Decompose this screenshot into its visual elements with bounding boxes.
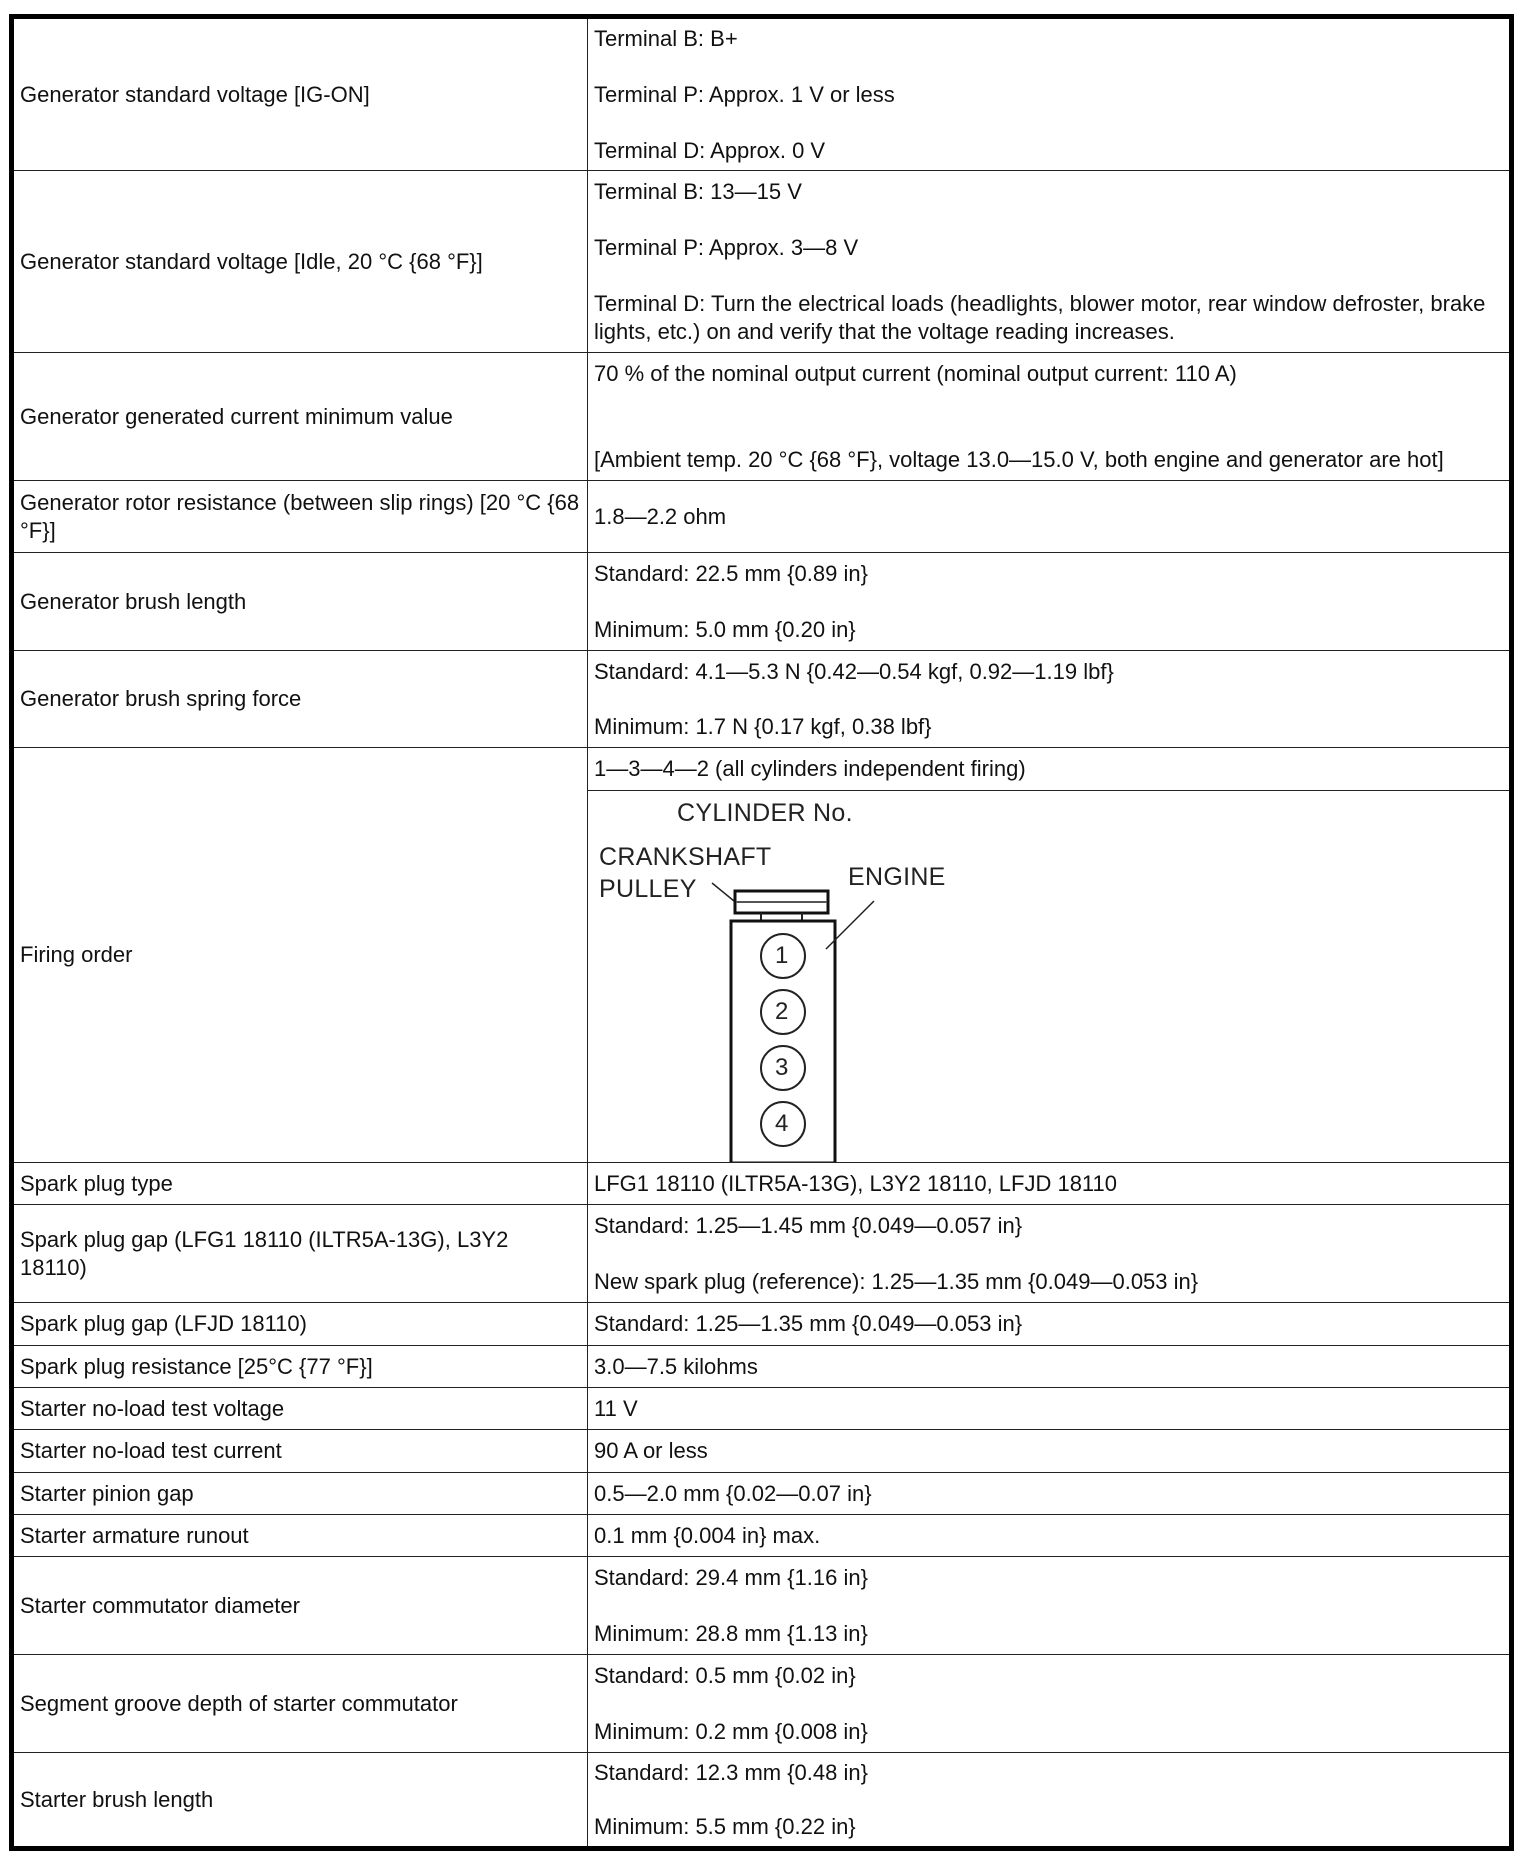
spec-value xyxy=(588,1557,1512,1655)
value-line: 70 % of the nominal output current (nominal output current: 110 A) xyxy=(594,360,1237,386)
spec-label: Starter brush length xyxy=(12,1753,588,1849)
value-line: Terminal D: Turn the electrical loads (headlights, blower motor, rear window defroster, brake lights, etc.) on and verify that the voltage reading increases. xyxy=(594,290,1486,344)
value-line: Standard: 12.3 mm {0.48 in} xyxy=(594,1759,868,1785)
spec-value xyxy=(588,353,1512,481)
crankshaft-label: CRANKSHAFT xyxy=(599,843,772,871)
value-line: Terminal D: Approx. 0 V xyxy=(594,137,826,163)
value-line: New spark plug (reference): 1.25—1.35 mm {0.049—0.053 in} xyxy=(594,1268,1199,1294)
spec-value: 1.8—2.2 ohm xyxy=(588,481,1512,553)
spec-value: 11 V xyxy=(588,1388,1512,1430)
value-line: Minimum: 1.7 N {0.17 kgf, 0.38 lbf} xyxy=(594,713,932,739)
spec-label: Generator rotor resistance (between slip rings) [20 °C {68 °F}] xyxy=(12,481,588,553)
value-line: Standard: 29.4 mm {1.16 in} xyxy=(594,1564,868,1590)
spec-value xyxy=(588,651,1512,748)
table-row xyxy=(12,1557,1512,1655)
table-row xyxy=(12,748,1512,791)
cylinder-no-label: CYLINDER No. xyxy=(677,799,853,827)
pulley-label: PULLEY xyxy=(599,875,697,903)
table-row xyxy=(12,1346,1512,1388)
table-row xyxy=(12,353,1512,481)
spec-label: Starter no-load test voltage xyxy=(12,1388,588,1430)
value-line: Minimum: 0.2 mm {0.008 in} xyxy=(594,1718,868,1744)
value-line: [Ambient temp. 20 °C {68 °F}, voltage 13.0—15.0 V, both engine and generator are hot] xyxy=(594,446,1444,472)
table-row xyxy=(12,553,1512,651)
spec-label: Starter commutator diameter xyxy=(12,1557,588,1655)
value-line: Terminal P: Approx. 3—8 V xyxy=(594,234,859,260)
cylinder-1-label: 1 xyxy=(775,942,789,969)
value-line: Minimum: 5.5 mm {0.22 in} xyxy=(594,1813,856,1839)
spec-value xyxy=(588,1205,1512,1303)
table-row xyxy=(12,1655,1512,1753)
table-row xyxy=(12,1515,1512,1557)
value-line: Terminal B: B+ xyxy=(594,25,738,51)
firing-order-diagram xyxy=(594,791,1094,1162)
value-line: Minimum: 5.0 mm {0.20 in} xyxy=(594,616,856,642)
spec-label: Generator standard voltage [Idle, 20 °C {68 °F}] xyxy=(12,171,588,353)
spec-value xyxy=(588,171,1512,353)
spec-label: Starter pinion gap xyxy=(12,1473,588,1515)
table-row xyxy=(12,651,1512,748)
table-row xyxy=(12,481,1512,553)
value-line: Minimum: 28.8 mm {1.13 in} xyxy=(594,1620,868,1646)
engine-block-icon xyxy=(594,791,1094,1162)
table-row xyxy=(12,1473,1512,1515)
spec-value: Standard: 1.25—1.35 mm {0.049—0.053 in} xyxy=(588,1303,1512,1346)
spec-value xyxy=(588,1655,1512,1753)
value-line: Standard: 1.25—1.45 mm {0.049—0.057 in} xyxy=(594,1212,1023,1238)
spec-value: 90 A or less xyxy=(588,1430,1512,1473)
value-line: Terminal B: 13—15 V xyxy=(594,178,802,204)
value-line: Standard: 22.5 mm {0.89 in} xyxy=(594,560,868,586)
value-line: Standard: 0.5 mm {0.02 in} xyxy=(594,1662,856,1688)
spec-label: Segment groove depth of starter commutator xyxy=(12,1655,588,1753)
cylinder-2-label: 2 xyxy=(775,998,789,1025)
spec-label: Starter armature runout xyxy=(12,1515,588,1557)
spec-value: LFG1 18110 (ILTR5A-13G), L3Y2 18110, LFJD 18110 xyxy=(588,1163,1512,1205)
table-row xyxy=(12,1388,1512,1430)
spec-value xyxy=(588,553,1512,651)
table-row xyxy=(12,1430,1512,1473)
spec-value: 0.5—2.0 mm {0.02—0.07 in} xyxy=(588,1473,1512,1515)
value-line: Standard: 4.1—5.3 N {0.42—0.54 kgf, 0.92—1.19 lbf} xyxy=(594,658,1114,684)
spec-label: Generator generated current minimum value xyxy=(12,353,588,481)
spec-value: 0.1 mm {0.004 in} max. xyxy=(588,1515,1512,1557)
table-row xyxy=(12,17,1512,171)
table-row xyxy=(12,1163,1512,1205)
spec-label: Spark plug resistance [25°C {77 °F}] xyxy=(12,1346,588,1388)
spec-label: Firing order xyxy=(12,748,588,1163)
spec-label: Starter no-load test current xyxy=(12,1430,588,1473)
spec-label: Spark plug gap (LFJD 18110) xyxy=(12,1303,588,1346)
table-row xyxy=(12,1303,1512,1346)
cylinder-4-label: 4 xyxy=(775,1110,789,1137)
spec-label: Generator brush length xyxy=(12,553,588,651)
value-line: Terminal P: Approx. 1 V or less xyxy=(594,81,895,107)
cylinder-3-label: 3 xyxy=(775,1054,789,1081)
firing-order-diagram-cell xyxy=(588,791,1512,1163)
engine-label: ENGINE xyxy=(848,863,946,891)
spec-label: Generator brush spring force xyxy=(12,651,588,748)
specification-table xyxy=(9,14,1514,1851)
table-row xyxy=(12,1205,1512,1303)
spec-value: 1—3—4—2 (all cylinders independent firing) xyxy=(588,748,1512,791)
table-row xyxy=(12,1753,1512,1849)
spec-label: Spark plug type xyxy=(12,1163,588,1205)
spec-value: 3.0—7.5 kilohms xyxy=(588,1346,1512,1388)
spec-value xyxy=(588,17,1512,171)
table-row xyxy=(12,171,1512,353)
spec-value xyxy=(588,1753,1512,1849)
spec-label: Spark plug gap (LFG1 18110 (ILTR5A-13G), L3Y2 18110) xyxy=(12,1205,588,1303)
spec-label: Generator standard voltage [IG-ON] xyxy=(12,17,588,171)
